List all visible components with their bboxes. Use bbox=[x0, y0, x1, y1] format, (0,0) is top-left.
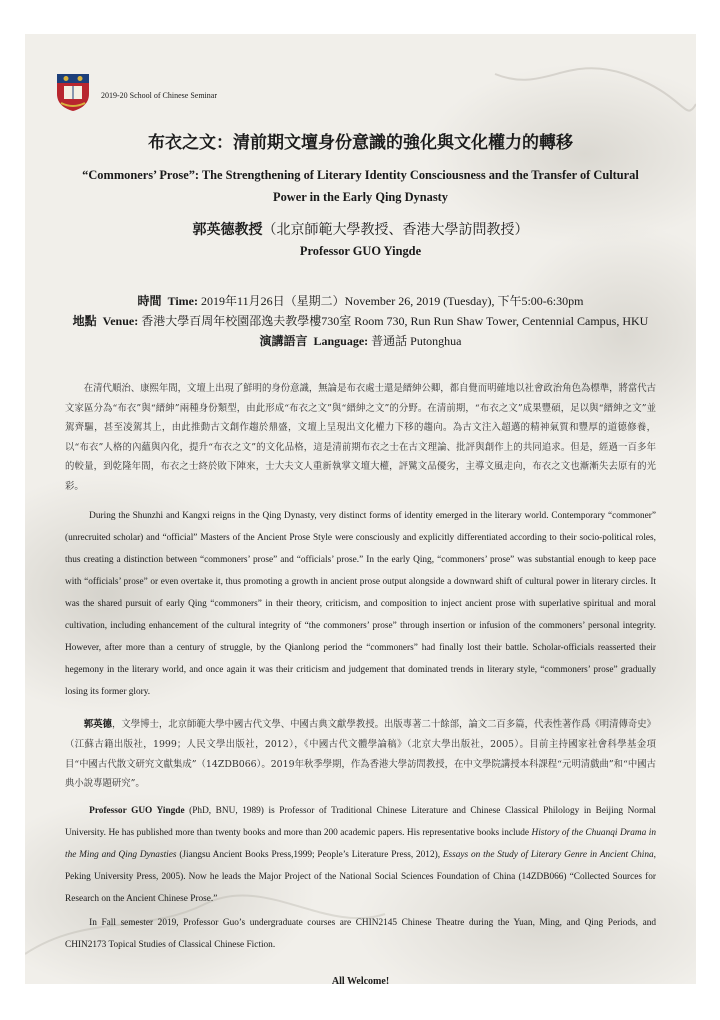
time-label-en: Time: bbox=[167, 294, 199, 308]
speaker-chinese bbox=[65, 219, 656, 241]
hku-crest-icon bbox=[55, 72, 91, 112]
speaker-affiliation-chinese: （北京師範大學教授、香港大學訪問教授） bbox=[262, 222, 529, 238]
language-value: 普通話 Putonghua bbox=[371, 334, 462, 348]
bio-book-1: History of the Chuanqi Drama in the Ming and Qing Dynasties bbox=[65, 827, 657, 860]
time-label-zh: 時間 bbox=[137, 294, 162, 308]
title-chinese: 布衣之文：清前期文壇身份意識的強化與文化權力的轉移 bbox=[148, 133, 573, 153]
bio-chinese bbox=[65, 715, 656, 793]
bio-text-chinese: ，文學博士，北京師範大學中國古代文學、中國古典文獻學教授。出版專著二十餘部，論文二百多篇，代表性著作爲《明清傳奇史》（江蘇古籍出版社，1999；人民文學出版社，2012），《中國古代文體學論稿》（北京大學出版社，2005）。目前主持國家社會科學基金項目“中國古代散文研究文獻集成”（14ZDB066）。2019年秋季學期，作為香港大學訪問教授，在中文學院講授本科課程“元明清戲曲”和“中國古典小說專題研究”。 bbox=[65, 719, 656, 790]
speaker-name-chinese: 郭英德教授 bbox=[192, 222, 263, 238]
language-label-zh: 演講語言 bbox=[259, 334, 308, 348]
courses-paragraph: In Fall semester 2019, Professor Guo’s undergraduate courses are CHIN2145 Chinese Theatre during the Yuan, Ming, and Qing Periods, and CHIN2173 Topical Studies of Classical Chinese Fiction. bbox=[65, 918, 656, 951]
seminar-label: 2019-20 School of Chinese Seminar bbox=[101, 91, 217, 100]
bio-text-2: (Jiangsu Ancient Books Press,1999; People’s Literature Press, 2012), bbox=[176, 849, 443, 860]
title-english: “Commoners’ Prose”: The Strengthening of Literary Identity Consciousness and the Transfer of Cultural Power in the Early Qing Dynasty bbox=[82, 168, 639, 204]
bio-name-english: Professor GUO Yingde bbox=[89, 805, 185, 816]
bio-english bbox=[65, 800, 656, 910]
header bbox=[55, 72, 655, 112]
venue-value: 香港大學百周年校園邵逸夫教學樓730室 Room 730, Run Run Shaw Tower, Centennial Campus, HKU bbox=[141, 314, 649, 328]
bio-text-3: , Peking University Press, 2005). Now he leads the Major Project of the National Social Sciences Foundation of China (14ZDB066) “Collected Sources for Research on the Ancient Chinese Prose.” bbox=[65, 849, 656, 905]
venue-label-zh: 地點 bbox=[72, 314, 97, 328]
abstract-chinese: 在清代順治、康熙年間，文壇上出現了鮮明的身份意識，無論是布衣處士還是縉紳公卿，都自覺而明確地以社會政治角色為標準，將當代古文家區分為“布衣”與“縉紳”兩種身份類型，由此形成“布衣之文”與“縉紳之文”的分野。在清前期，“布衣之文”成果豐碩，足以與“縉紳之文”並駕齊驅，甚至凌駕其上，由此推動古文創作趨於鼎盛，文壇上呈現出文化權力下移的趨向。為古文注入超邁的精神氣質和豐厚的道德修養，以“布衣”人格的內蘊與內化，提升“布衣之文”的文化品格，這是清前期布衣之士在古文理論、批評與創作上的共同追求。但是，經過一百多年的較量，到乾隆年間，布衣之士終於敗下陣來，士大夫文人重新執掌文壇大權，評騭文品優劣，主導文風走向，布衣之文也漸漸失去原有的光彩。 bbox=[65, 383, 656, 492]
venue-line bbox=[65, 311, 656, 331]
time-value: 2019年11月26日（星期二）November 26, 2019 (Tuesday), 下午5:00-6:30pm bbox=[201, 294, 584, 308]
language-label-en: Language: bbox=[313, 334, 369, 348]
language-line bbox=[65, 331, 656, 351]
speaker-english: Professor GUO Yingde bbox=[299, 244, 422, 258]
all-welcome: All Welcome! bbox=[331, 976, 390, 984]
event-info bbox=[65, 291, 656, 351]
time-line bbox=[65, 291, 656, 311]
poster bbox=[25, 34, 696, 984]
bio-name-chinese: 郭英德 bbox=[83, 719, 112, 731]
abstract-english: During the Shunzhi and Kangxi reigns in the Qing Dynasty, very distinct forms of identity emerged in the literary world. Contemporary “commoner” (unrecruited scholar) and “official” Masters of the Ancient Prose Style were consciously and explicitly differentiated according to their socio-political roles, thus creating a distinction between “commoners’ prose” and “officials’ prose.” In the early Qing, “commoners’ prose” was substantial enough to keep pace with “officials’ prose” or even overtake it, thus promoting a growth in ancient prose output alongside a downward shift of cultural power in literary circles. It was the shared pursuit of early Qing “commoners” in their theory, criticism, and composition to inject ancient prose with superlative spiritual and moral cultivation, including enhancement of the cultural integrity of “the commoners’ prose” through insertion or infusion of the commoners’ personal integrity. However, after more than a century of struggle, by the Qianlong period the “commoners” had finally lost their battle. Scholar-officials reasserted their hegemony in the literary world, and once again it was their criticism and judgement that dominated trends in literary style, “commoners’ prose” gradually losing its former glory. bbox=[65, 510, 656, 698]
venue-label-en: Venue: bbox=[102, 314, 139, 328]
bio-book-2: Essays on the Study of Literary Genre in Ancient China bbox=[442, 849, 654, 860]
bio-text-1: (PhD, BNU, 1989) is Professor of Traditional Chinese Literature and Chinese Classical Philology in Beijing Normal University. He has published more than twenty books and more than 200 academic papers. His representative books include bbox=[65, 805, 656, 838]
main-content bbox=[65, 130, 656, 984]
